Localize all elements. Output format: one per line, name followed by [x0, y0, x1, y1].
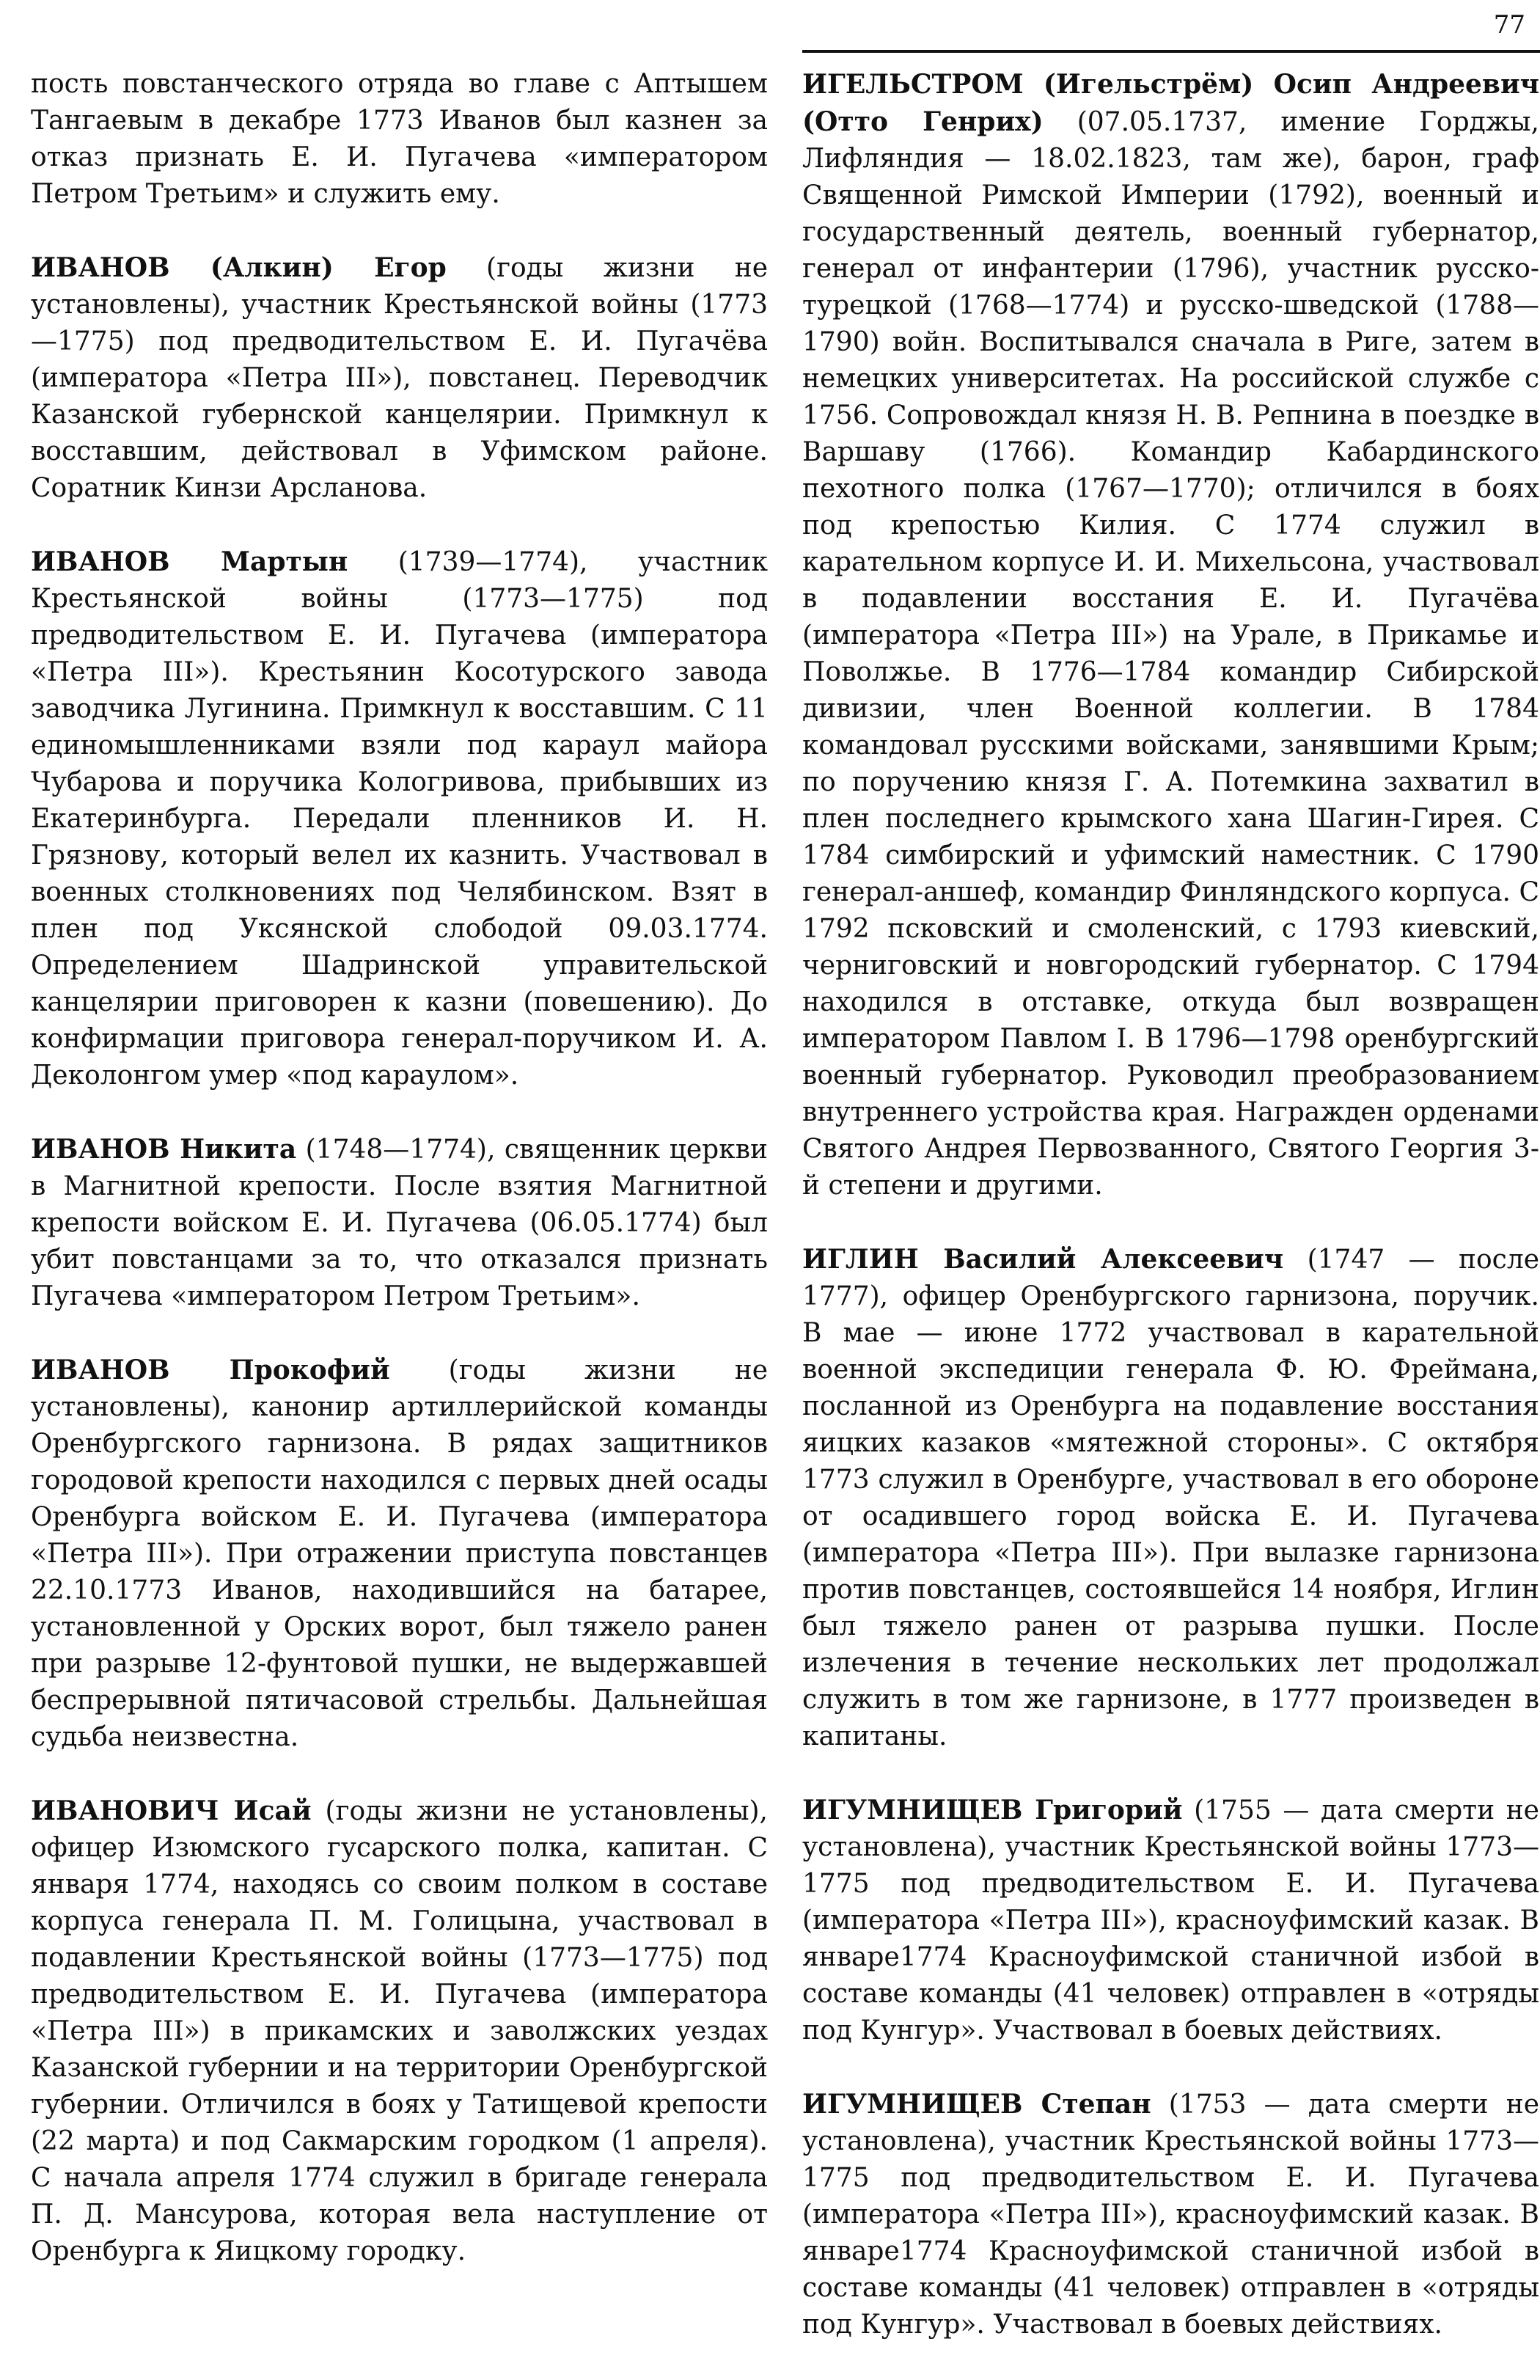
entry-text: (годы жизни не установлены), офицер Изюмского гусарского полка, капитан. С января 1774, находясь со своим полком в составе корпуса генерала П. М. Голицына, участвовал в подавлении Крестьянской войны (1773—1775) под предводительством Е. И. Пугачева (императора «Петра III») в прикамских и заволжских уездах Казанской губернии и на территории Оренбургской губернии. Отличился в боях у Татищевой крепости (22 марта) и под Сакмарским городком (1 апреля). С начала апреля 1774 служил в бригаде генерала П. Д. Мансурова, которая вела наступление от Оренбурга к Яицкому городку. [31, 1796, 769, 2266]
left-column [31, 66, 768, 2307]
entry-headword: ИВАНОВ (Алкин) Егор [31, 252, 447, 283]
header-rule [802, 50, 1540, 53]
entry-text: (1755 — дата смерти не установлена), участник Крестьянской войны 1773—1775 под предводительством Е. И. Пугачева (императора «Петра III»), красноуфимский казак. В январе1774 Красноуфимской станичной избой в составе команды (41 человек) отправлен в «отряды под Кунгур». Участвовал в боевых действиях. [802, 1795, 1539, 2046]
entry-headword: ИГУМНИЩЕВ Григорий [802, 1795, 1183, 1826]
entry-text: (07.05.1737, имение Горджы, Лифляндия — 18.02.1823, там же), барон, граф Священной Римской Империи (1792), военный и государственный деятель, военный губернатор, генерал от инфантерии (1796), участник русско-турецкой (1768—1774) и русско-шведской (1788—1790) войн. Воспитывался сначала в Риге, затем в немецких университетах. На российской службе с 1756. Сопровождал князя Н. В. Репнина в поездке в Варшаву (1766). Командир Кабардинского пехотного полка (1767—1770); отличился в боях под крепостью Килия. С 1774 служил в карательном корпусе И. И. Михельсона, участвовал в подавлении восстания Е. И. Пугачёва (императора «Петра III») на Урале, в Прикамье и Поволжье. В 1776—1784 командир Сибирской дивизии, член Военной коллегии. В 1784 командовал русскими войсками, занявшими Крым; по поручению князя Г. А. Потемкина захватил в плен последнего крымского хана Шагин-Гирея. С 1784 симбирский и уфимский наместник. С 1790 генерал-аншеф, командир Финляндского корпуса. С 1792 псковский и смоленский, с 1793 киевский, черниговский и новгородский губернатор. С 1794 находился в отставке, откуда был возвращен императором Павлом I. В 1796—1798 оренбургский военный губернатор. Руководил преобразованием внутреннего устройства края. Награжден орденами Святого Андрея Первозванного, Святого Георгия 3-й степени и другими. [802, 107, 1539, 1201]
entry-text: (годы жизни не установлены), канонир артиллерийской команды Оренбургского гарнизона. В рядах защитников городовой крепости находился с первых дней осады Оренбурга войском Е. И. Пугачева (императора «Петра III»). При отражении приступа повстанцев 22.10.1773 Иванов, находившийся на батарее, установленной у Орских ворот, был тяжело ранен при разрыве 12-фунтовой пушки, не выдержавшей беспрерывной пятичасовой стрельбы. Дальнейшая судьба неизвестна. [31, 1355, 769, 1752]
entry-text: (1753 — дата смерти не установлена), участник Крестьянской войны 1773—1775 под предводительством Е. И. Пугачева (императора «Петра III»), красноуфимский казак. В январе1774 Красноуфимской станичной избой в составе команды (41 человек) отправлен в «отряды под Кунгур». Участвовал в боевых действиях. [802, 2090, 1539, 2340]
entry-headword: ИВАНОВ Мартын [31, 546, 348, 577]
entry-iglin [802, 1241, 1539, 1755]
page-number: 77 [1493, 10, 1525, 40]
entry-igelstrom [802, 66, 1539, 1204]
entry-headword: ИГЛИН Василий Алексеевич [802, 1244, 1284, 1275]
entry-headword: ИГЕЛЬСТРОМ (Игельстрём) Осип Андреевич (Отто Генрих) [802, 69, 1539, 137]
right-column [802, 66, 1539, 2380]
entry-igumnishchev-grigoriy [802, 1792, 1539, 2049]
entry-headword: ИВАНОВИЧ Исай [31, 1795, 312, 1826]
entry-text: (1747 — после 1777), офицер Оренбургского гарнизона, поручик. В мае — июне 1772 участвовал в карательной военной экспедиции генерала Ф. Ю. Фреймана, посланной из Оренбурга на подавление восстания яицких казаков «мятежной стороны». С октября 1773 служил в Оренбурге, участвовал в его обороне от осадившего город войска Е. И. Пугачева (императора «Петра III»). При вылазке гарнизона против повстанцев, состоявшейся 14 ноября, Иглин был тяжело ранен от разрыва пушки. После излечения в течение нескольких лет продолжал служить в том же гарнизоне, в 1777 произведен в капитаны. [802, 1245, 1539, 1751]
entry-ivanov-egor [31, 249, 768, 507]
entry-igumnishchev-stepan [802, 2086, 1539, 2343]
entry-text: пость повстанческого отряда во главе с Аптышем Тангаевым в декабре 1773 Иванов был казнен за отказ признать Е. И. Пугачева «императором Петром Третьим» и служить ему. [31, 69, 768, 209]
entry-headword: ИВАНОВ Прокофий [31, 1355, 390, 1385]
entry-headword: ИВАНОВ Никита [31, 1134, 297, 1165]
entry-continuation [31, 66, 768, 213]
entry-ivanov-martyn [31, 543, 768, 1094]
entry-text: (годы жизни не установлены), участник Крестьянской войны (1773—1775) под предводительством Е. И. Пугачёва (императора «Петра III»), повстанец. Переводчик Казанской губернской канцелярии. Примкнул к восставшим, действовал в Уфимском районе. Соратник Кинзи Арсланова. [31, 253, 768, 503]
entry-ivanovich-isay [31, 1793, 768, 2270]
entry-ivanov-prokofiy [31, 1352, 768, 1756]
entry-ivanov-nikita [31, 1131, 768, 1315]
entry-headword: ИГУМНИЩЕВ Степан [802, 2089, 1151, 2120]
entry-text: (1739—1774), участник Крестьянской войны (1773—1775) под предводительством Е. И. Пугачева (императора «Петра III»). Крестьянин Косотурского завода заводчика Лугинина. Примкнул к восставшим. С 11 единомышленниками взяли под караул майора Чубарова и поручика Кологривова, прибывших из Екатеринбурга. Передали пленников И. Н. Грязнову, который велел их казнить. Участвовал в военных столкновениях под Челябинском. Взят в плен под Уксянской слободой 09.03.1774. Определением Шадринской управительской канцелярии приговорен к казни (повешению). До конфирмации приговора генерал-поручиком И. А. Деколонгом умер «под караулом». [31, 547, 768, 1091]
entry-text: (1748—1774), священник церкви в Магнитной крепости. После взятия Магнитной крепости войском Е. И. Пугачева (06.05.1774) был убит повстанцами за то, что отказался признать Пугачева «императором Петром Третьим». [31, 1135, 768, 1311]
